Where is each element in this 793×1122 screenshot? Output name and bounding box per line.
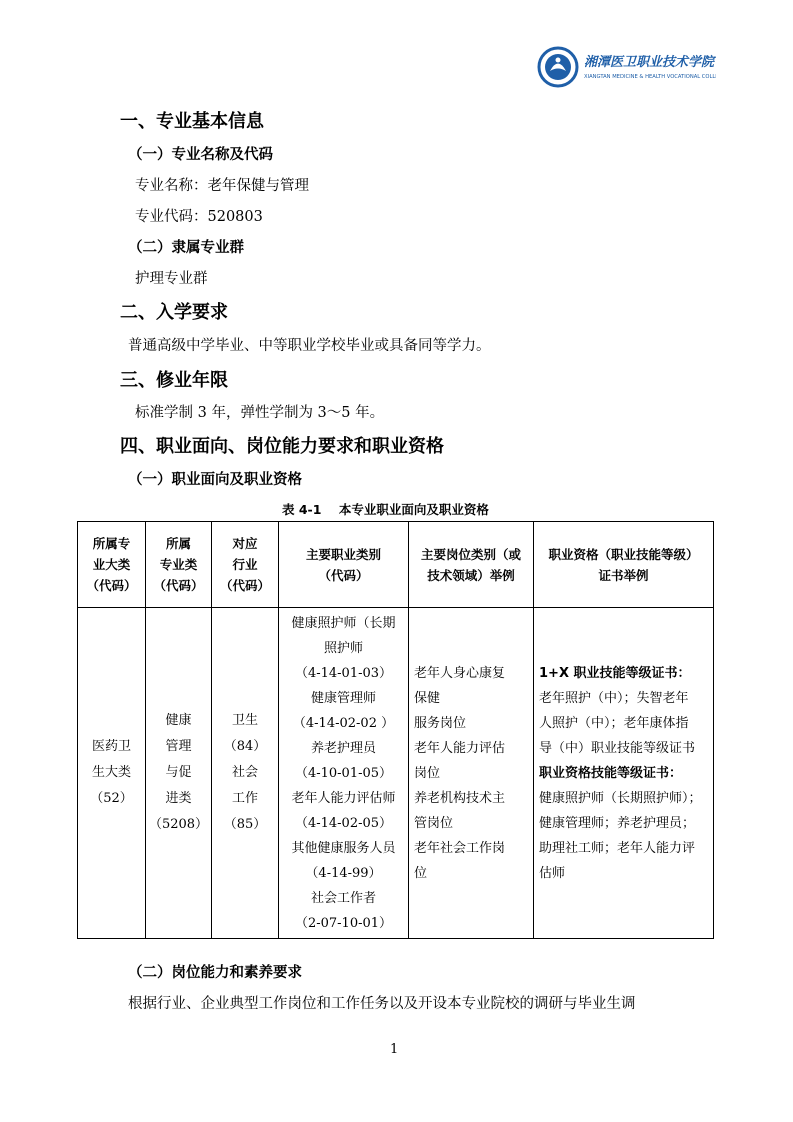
cert-line: 1+X 职业技能等级证书： (539, 665, 691, 681)
cert-line: 导（中）职业技能等级证书 (539, 740, 696, 756)
section-1-sub2: （二）隶属专业群 (128, 240, 244, 256)
career-table (77, 521, 714, 939)
cert-line: 老年照护（中）；失智老年 (539, 690, 689, 706)
duration-text: 标准学制 3 年，弹性学制为 3～5 年。 (135, 405, 385, 421)
header-subcategory: 所属 专业类 （代码） (146, 522, 212, 608)
major-code: 专业代码：520803 (135, 209, 263, 225)
section-4-sub2: （二）岗位能力和素养要求 (128, 965, 302, 981)
cert-line: 人照护（中）；老年康体指 (539, 715, 689, 731)
major-group: 护理专业群 (135, 271, 208, 287)
section-4-title: 四、职业面向、岗位能力要求和职业资格 (120, 436, 444, 457)
table-header-row (78, 522, 714, 608)
header-occupation: 主要职业类别 （代码） (279, 522, 409, 608)
logo-cn-name: 湘潭医卫职业技术学院 (584, 55, 715, 70)
cell-category: 医药卫 生大类 （52） (78, 608, 146, 939)
section-1-title: 一、专业基本信息 (120, 111, 264, 132)
section-4-sub1: （一）职业面向及职业资格 (128, 472, 302, 488)
cert-line: 健康照护师（长期照护师）； (539, 790, 702, 806)
cell-certificates (534, 608, 714, 939)
section-3-title: 三、修业年限 (120, 370, 228, 391)
cert-line: 职业资格技能等级证书： (539, 765, 683, 781)
cert-line: 健康管理师；养老护理员； (539, 815, 696, 831)
cell-subcategory: 健康 管理 与促 进类 （5208） (146, 608, 212, 939)
header-category: 所属专 业大类 （代码） (78, 522, 146, 608)
cell-industry: 卫生 （84） 社会 工作 （85） (212, 608, 279, 939)
header-industry: 对应 行业 （代码） (212, 522, 279, 608)
cell-positions: 老年人身心康复 保健 服务岗位 老年人能力评估 岗位 养老机构技术主 管岗位 老年社会工作岗 位 (409, 608, 534, 939)
page-number: 1 (390, 1042, 399, 1057)
section-2-title: 二、入学要求 (120, 302, 228, 323)
logo-en-name: XIANGTAN MEDICINE & HEALTH VOCATIONAL COLLEGE (584, 74, 716, 80)
cell-occupations: 健康照护师（长期 照护师 （4-14-01-03） 健康管理师 （4-14-02-02 ） 养老护理员 （4-10-01-05） 老年人能力评估师 （4-14-02-05） 其他健康服务人员 （4-14-99） 社会工作者 （2-07-10-01） (279, 608, 409, 939)
cert-line: 助理社工师；老年人能力评 (539, 840, 696, 856)
cert-line: 估师 (539, 865, 566, 881)
section-1-sub1: （一）专业名称及代码 (128, 147, 273, 163)
table-row (78, 608, 714, 939)
major-name: 专业名称：老年保健与管理 (135, 178, 309, 194)
college-logo (536, 44, 716, 90)
header-position: 主要岗位类别（或 技术领域）举例 (409, 522, 534, 608)
header-certificate: 职业资格（职业技能等级） 证书举例 (534, 522, 714, 608)
table-caption: 表 4-1 本专业职业面向及职业资格 (282, 502, 489, 517)
section-4-text: 根据行业、企业典型工作岗位和工作任务以及开设本专业院校的调研与毕业生调 (128, 996, 636, 1012)
admission-text: 普通高级中学毕业、中等职业学校毕业或具备同等学力。 (128, 338, 491, 354)
